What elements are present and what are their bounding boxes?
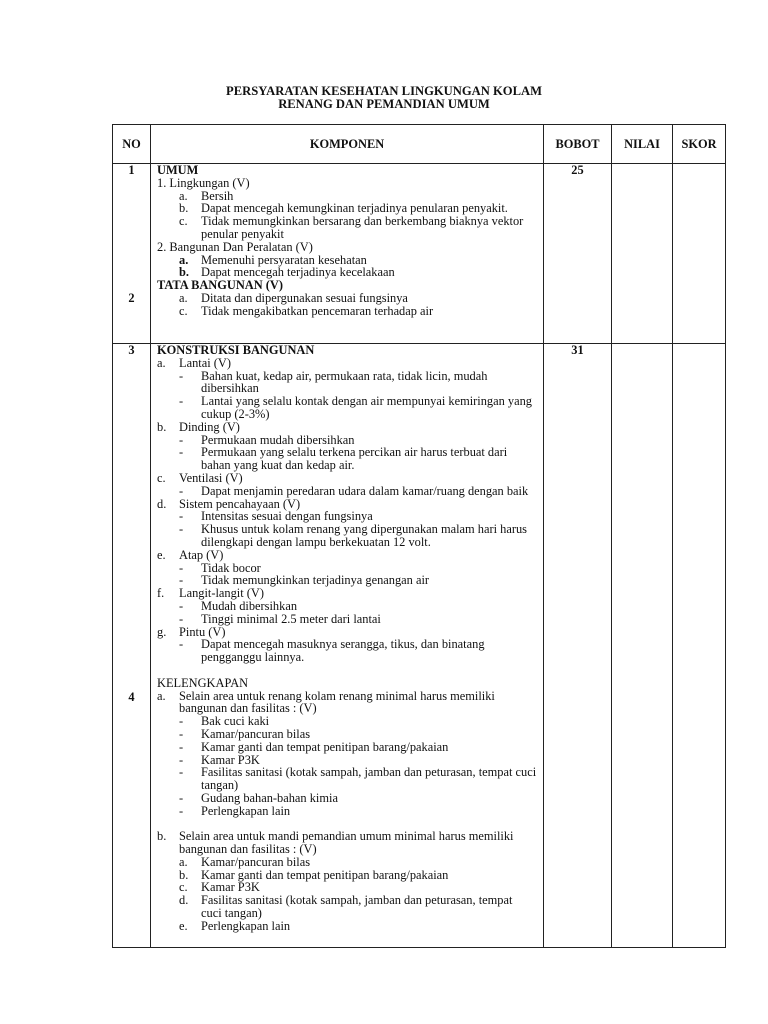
list-item: c. Tidak mengakibatkan pencemaran terhadap air <box>179 303 434 318</box>
kelengkapan-a: a. Selain area untuk renang kolam renang minimal harus memiliki bangunan dan fasilitas : (V) <box>157 688 495 716</box>
list-item: - Gudang bahan-bahan kimia <box>179 790 338 805</box>
row-number-cell <box>113 344 151 948</box>
list-item: - Perlengkapan lain <box>179 803 291 818</box>
list-item: a. Bersih <box>179 188 234 203</box>
list-item: d. Fasilitas sanitasi (kotak sampah, jamban dan peturasan, tempat cuci tangan) <box>179 893 513 921</box>
list-item: e. Perlengkapan lain <box>179 918 291 933</box>
header-bobot: BOBOT <box>544 125 612 164</box>
section-title-umum: UMUM <box>157 163 199 177</box>
group-pintu: g. Pintu (V) <box>157 624 226 639</box>
subsection-lingkungan: 1. Lingkungan (V) <box>157 175 250 190</box>
row-number-3: 3 <box>128 343 135 357</box>
group-langit-langit: f. Langit-langit (V) <box>157 586 264 601</box>
spacer <box>157 664 539 677</box>
header-skor: SKOR <box>673 125 726 164</box>
bobot-cell: 25 <box>544 164 612 344</box>
list-item: - Permukaan yang selalu terkena percikan air harus terbuat dari bahan yang kuat dan kedap air. <box>179 445 508 473</box>
header-komponen: KOMPONEN <box>151 125 544 164</box>
bobot-cell: 31 <box>544 344 612 948</box>
list-item: - Mudah dibersihkan <box>179 598 298 613</box>
list-item: c. Tidak memungkinkan bersarang dan berkembang biaknya vektor penular penyakit <box>179 214 524 241</box>
table-row <box>113 344 726 948</box>
skor-cell[interactable] <box>673 344 726 948</box>
section-title-tata-bangunan: TATA BANGUNAN (V) <box>157 278 283 293</box>
group-pencahayaan: d. Sistem pencahayaan (V) <box>157 496 301 511</box>
row-number-4: 4 <box>128 690 135 704</box>
skor-cell[interactable] <box>673 164 726 344</box>
list-item: - Dapat menjamin peredaran udara dalam kamar/ruang dengan baik <box>179 483 529 498</box>
document-title <box>0 85 768 111</box>
requirements-table <box>112 124 726 948</box>
list-item: b. Dapat mencegah terjadinya kecelakaan <box>179 265 395 280</box>
list-item: b. Dapat mencegah kemungkinan terjadinya penularan penyakit. <box>179 201 508 216</box>
list-item: - Khusus untuk kolam renang yang dipergunakan malam hari harus dilengkapi dengan lampu berkekuatan 12 volt. <box>179 522 527 549</box>
section-title-konstruksi: KONSTRUKSI BANGUNAN <box>157 343 315 357</box>
title-line-1: PERSYARATAN KESEHATAN LINGKUNGAN KOLAM <box>226 84 542 98</box>
row-number-2: 2 <box>128 291 135 305</box>
row-number-1: 1 <box>128 163 135 177</box>
title-line-2: RENANG DAN PEMANDIAN UMUM <box>278 97 490 111</box>
header-nilai: NILAI <box>612 125 673 164</box>
list-item: - Kamar/pancuran bilas <box>179 726 311 741</box>
row-number-cell <box>113 164 151 344</box>
list-item: b. Kamar ganti dan tempat penitipan barang/pakaian <box>179 867 449 882</box>
group-atap: e. Atap (V) <box>157 547 224 562</box>
table-row <box>113 164 726 344</box>
table-header-row <box>113 125 726 164</box>
kelengkapan-b: b. Selain area untuk mandi pemandian umum minimal harus memiliki bangunan dan fasilitas : (V) <box>157 829 514 857</box>
komponen-cell <box>151 164 544 344</box>
group-ventilasi: c. Ventilasi (V) <box>157 470 243 485</box>
list-item: a. Memenuhi persyaratan kesehatan <box>179 252 367 267</box>
list-item: - Intensitas sesuai dengan fungsinya <box>179 509 373 524</box>
list-item: - Bak cuci kaki <box>179 714 270 729</box>
header-no: NO <box>113 125 151 164</box>
subsection-bangunan-peralatan: 2. Bangunan Dan Peralatan (V) <box>157 239 313 254</box>
nilai-cell[interactable] <box>612 344 673 948</box>
list-item: - Dapat mencegah masuknya serangga, tikus, dan binatang pengganggu lainnya. <box>179 637 485 665</box>
nilai-cell[interactable] <box>612 164 673 344</box>
list-item: a. Ditata dan dipergunakan sesuai fungsinya <box>179 290 408 305</box>
list-item: - Tidak memungkinkan terjadinya genangan air <box>179 573 430 588</box>
list-item: - Fasilitas sanitasi (kotak sampah, jamban dan peturasan, tempat cuci tangan) <box>179 765 537 793</box>
list-item: - Tidak bocor <box>179 560 261 575</box>
list-item: - Permukaan mudah dibersihkan <box>179 432 355 447</box>
list-item: a. Kamar/pancuran bilas <box>179 854 311 869</box>
group-dinding: b. Dinding (V) <box>157 419 240 434</box>
komponen-cell <box>151 344 544 948</box>
list-item: - Kamar ganti dan tempat penitipan barang/pakaian <box>179 739 449 754</box>
list-item: - Kamar P3K <box>179 752 260 767</box>
list-item: - Tinggi minimal 2.5 meter dari lantai <box>179 611 381 626</box>
list-item: c. Kamar P3K <box>179 880 260 895</box>
group-lantai: a. Lantai (V) <box>157 355 231 370</box>
list-item: - Lantai yang selalu kontak dengan air mempunyai kemiringan yang cukup (2-3%) <box>179 394 533 421</box>
section-title-kelengkapan: KELENGKAPAN <box>157 675 249 690</box>
list-item: - Bahan kuat, kedap air, permukaan rata, tidak licin, mudah dibersihkan <box>179 368 488 396</box>
